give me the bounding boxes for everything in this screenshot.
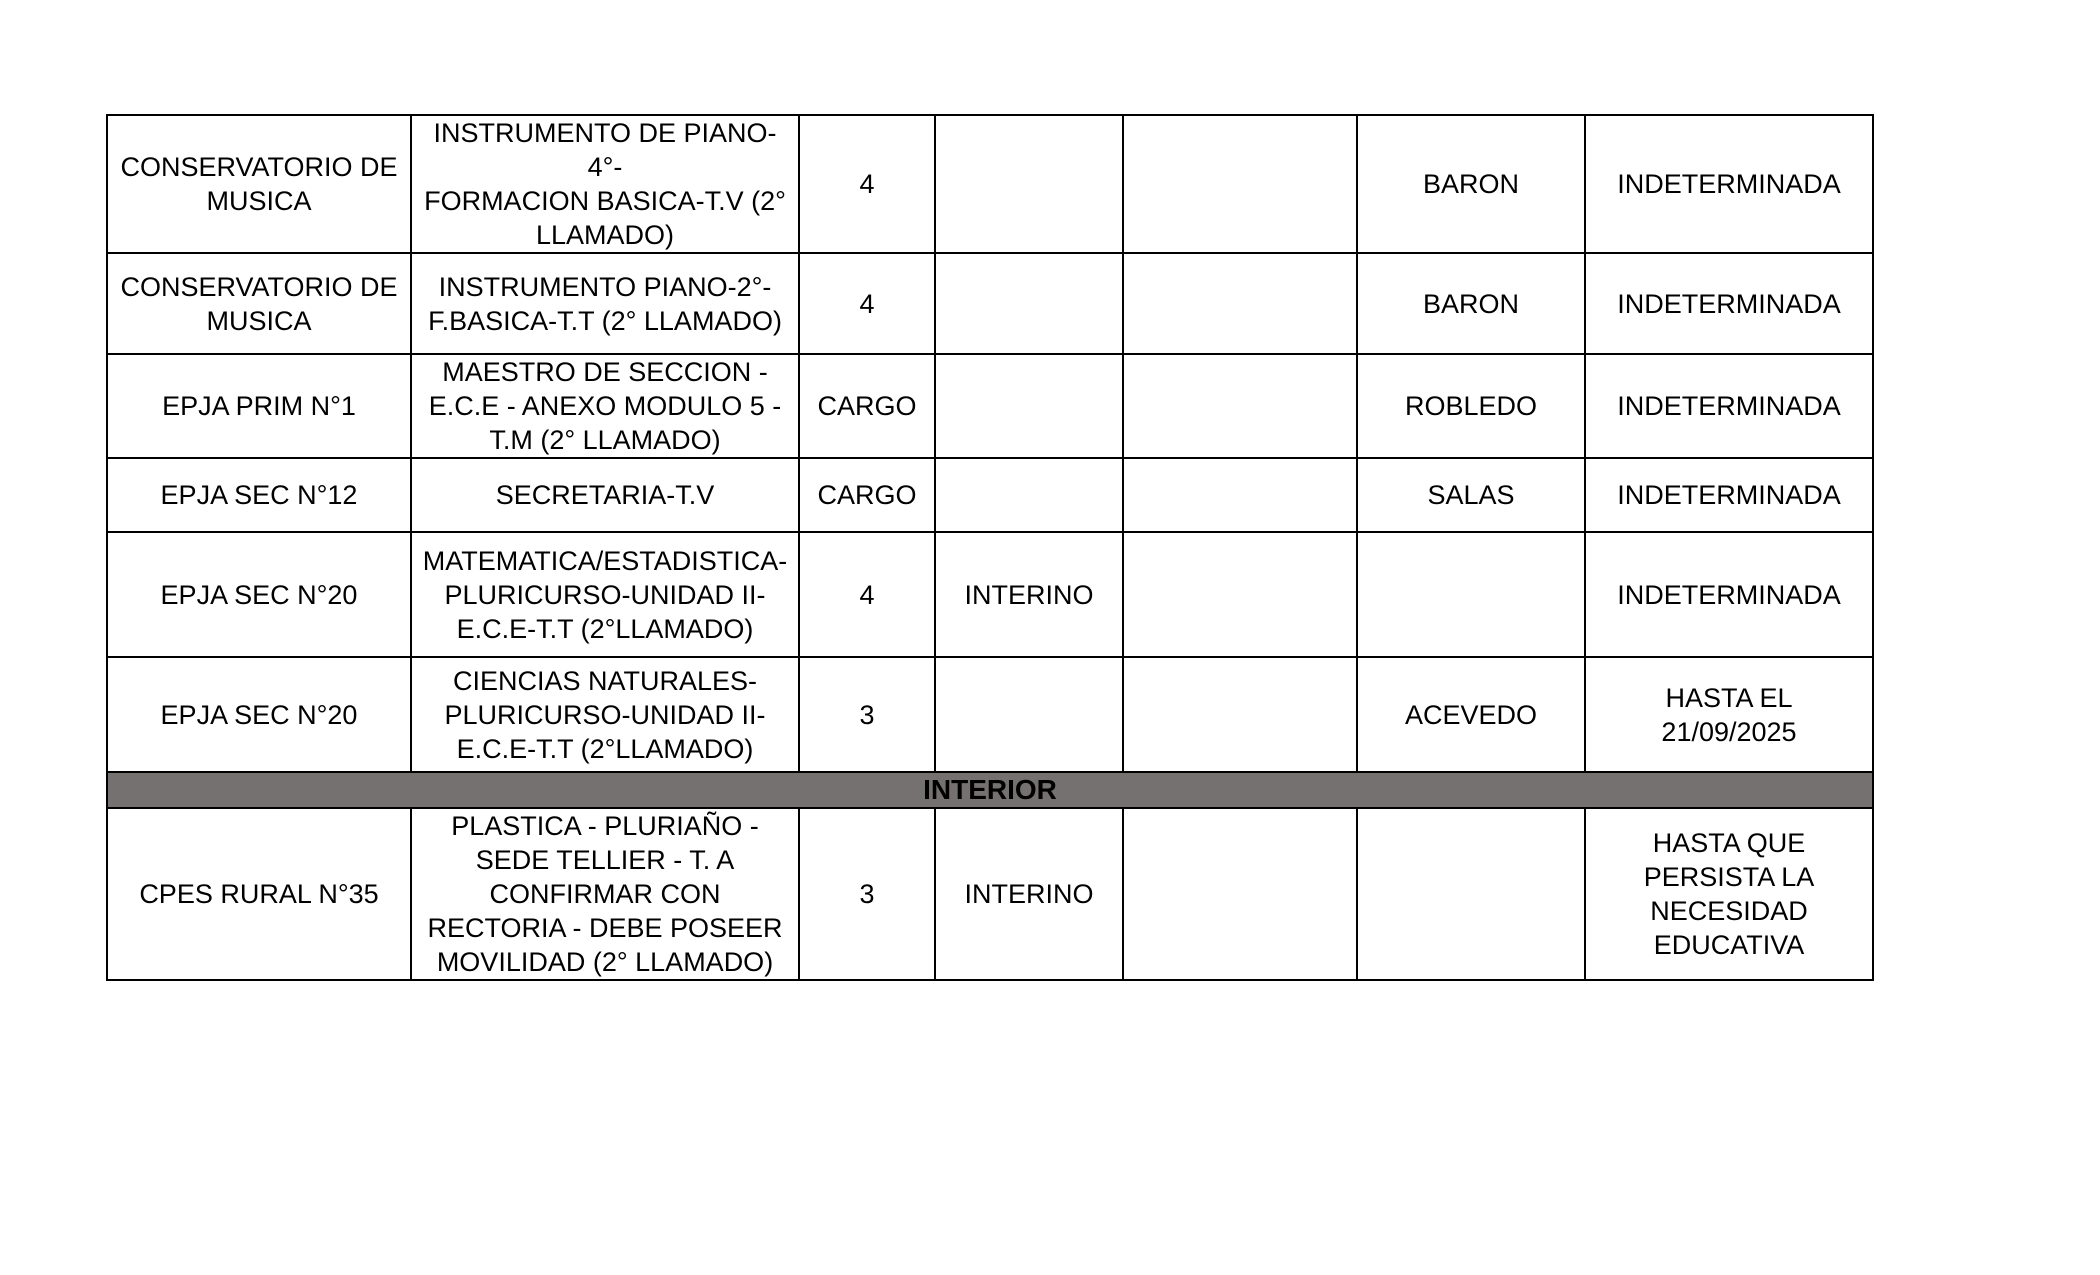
- empty-cell: [1123, 354, 1357, 458]
- subject-cell: MAESTRO DE SECCION - E.C.E - ANEXO MODULO 5 - T.M (2° LLAMADO): [411, 354, 799, 458]
- school-cell: EPJA SEC N°20: [107, 657, 411, 772]
- table-row: [107, 253, 1873, 354]
- school-cell: EPJA SEC N°20: [107, 532, 411, 657]
- status-cell: [935, 115, 1123, 253]
- vacancy-table: [106, 114, 1874, 981]
- hours-cell: 3: [799, 657, 935, 772]
- empty-cell: [1123, 115, 1357, 253]
- subject-cell: PLASTICA - PLURIAÑO - SEDE TELLIER - T. A CONFIRMAR CON RECTORIA - DEBE POSEER MOVILIDAD (2° LLAMADO): [411, 808, 799, 980]
- person-cell: ACEVEDO: [1357, 657, 1585, 772]
- school-cell: CONSERVATORIO DE MUSICA: [107, 115, 411, 253]
- duration-cell: INDETERMINADA: [1585, 115, 1873, 253]
- duration-cell: INDETERMINADA: [1585, 458, 1873, 532]
- hours-cell: CARGO: [799, 458, 935, 532]
- hours-cell: CARGO: [799, 354, 935, 458]
- person-cell: BARON: [1357, 253, 1585, 354]
- subject-cell: INSTRUMENTO PIANO-2°- F.BASICA-T.T (2° LLAMADO): [411, 253, 799, 354]
- school-cell: EPJA SEC N°12: [107, 458, 411, 532]
- subject-cell: CIENCIAS NATURALES- PLURICURSO-UNIDAD II- E.C.E-T.T (2°LLAMADO): [411, 657, 799, 772]
- person-cell: [1357, 808, 1585, 980]
- subject-cell: INSTRUMENTO DE PIANO-4°- FORMACION BASICA-T.V (2° LLAMADO): [411, 115, 799, 253]
- status-cell: INTERINO: [935, 808, 1123, 980]
- person-cell: ROBLEDO: [1357, 354, 1585, 458]
- school-cell: CPES RURAL N°35: [107, 808, 411, 980]
- table-row: [107, 115, 1873, 253]
- status-cell: [935, 354, 1123, 458]
- person-cell: BARON: [1357, 115, 1585, 253]
- duration-cell: INDETERMINADA: [1585, 354, 1873, 458]
- duration-cell: INDETERMINADA: [1585, 253, 1873, 354]
- subject-cell: MATEMATICA/ESTADISTICA- PLURICURSO-UNIDAD II- E.C.E-T.T (2°LLAMADO): [411, 532, 799, 657]
- section-title: INTERIOR: [107, 772, 1873, 808]
- duration-cell: HASTA QUE PERSISTA LA NECESIDAD EDUCATIVA: [1585, 808, 1873, 980]
- status-cell: INTERINO: [935, 532, 1123, 657]
- table-row: [107, 532, 1873, 657]
- school-cell: EPJA PRIM N°1: [107, 354, 411, 458]
- empty-cell: [1123, 458, 1357, 532]
- hours-cell: 4: [799, 253, 935, 354]
- subject-cell: SECRETARIA-T.V: [411, 458, 799, 532]
- status-cell: [935, 657, 1123, 772]
- duration-cell: HASTA EL 21/09/2025: [1585, 657, 1873, 772]
- status-cell: [935, 253, 1123, 354]
- hours-cell: 4: [799, 115, 935, 253]
- empty-cell: [1123, 532, 1357, 657]
- section-header-row: [107, 772, 1873, 808]
- duration-cell: INDETERMINADA: [1585, 532, 1873, 657]
- table-row: [107, 657, 1873, 772]
- hours-cell: 3: [799, 808, 935, 980]
- status-cell: [935, 458, 1123, 532]
- hours-cell: 4: [799, 532, 935, 657]
- school-cell: CONSERVATORIO DE MUSICA: [107, 253, 411, 354]
- person-cell: SALAS: [1357, 458, 1585, 532]
- table-row: [107, 458, 1873, 532]
- person-cell: [1357, 532, 1585, 657]
- table-row: [107, 354, 1873, 458]
- empty-cell: [1123, 657, 1357, 772]
- empty-cell: [1123, 808, 1357, 980]
- empty-cell: [1123, 253, 1357, 354]
- table-row: [107, 808, 1873, 980]
